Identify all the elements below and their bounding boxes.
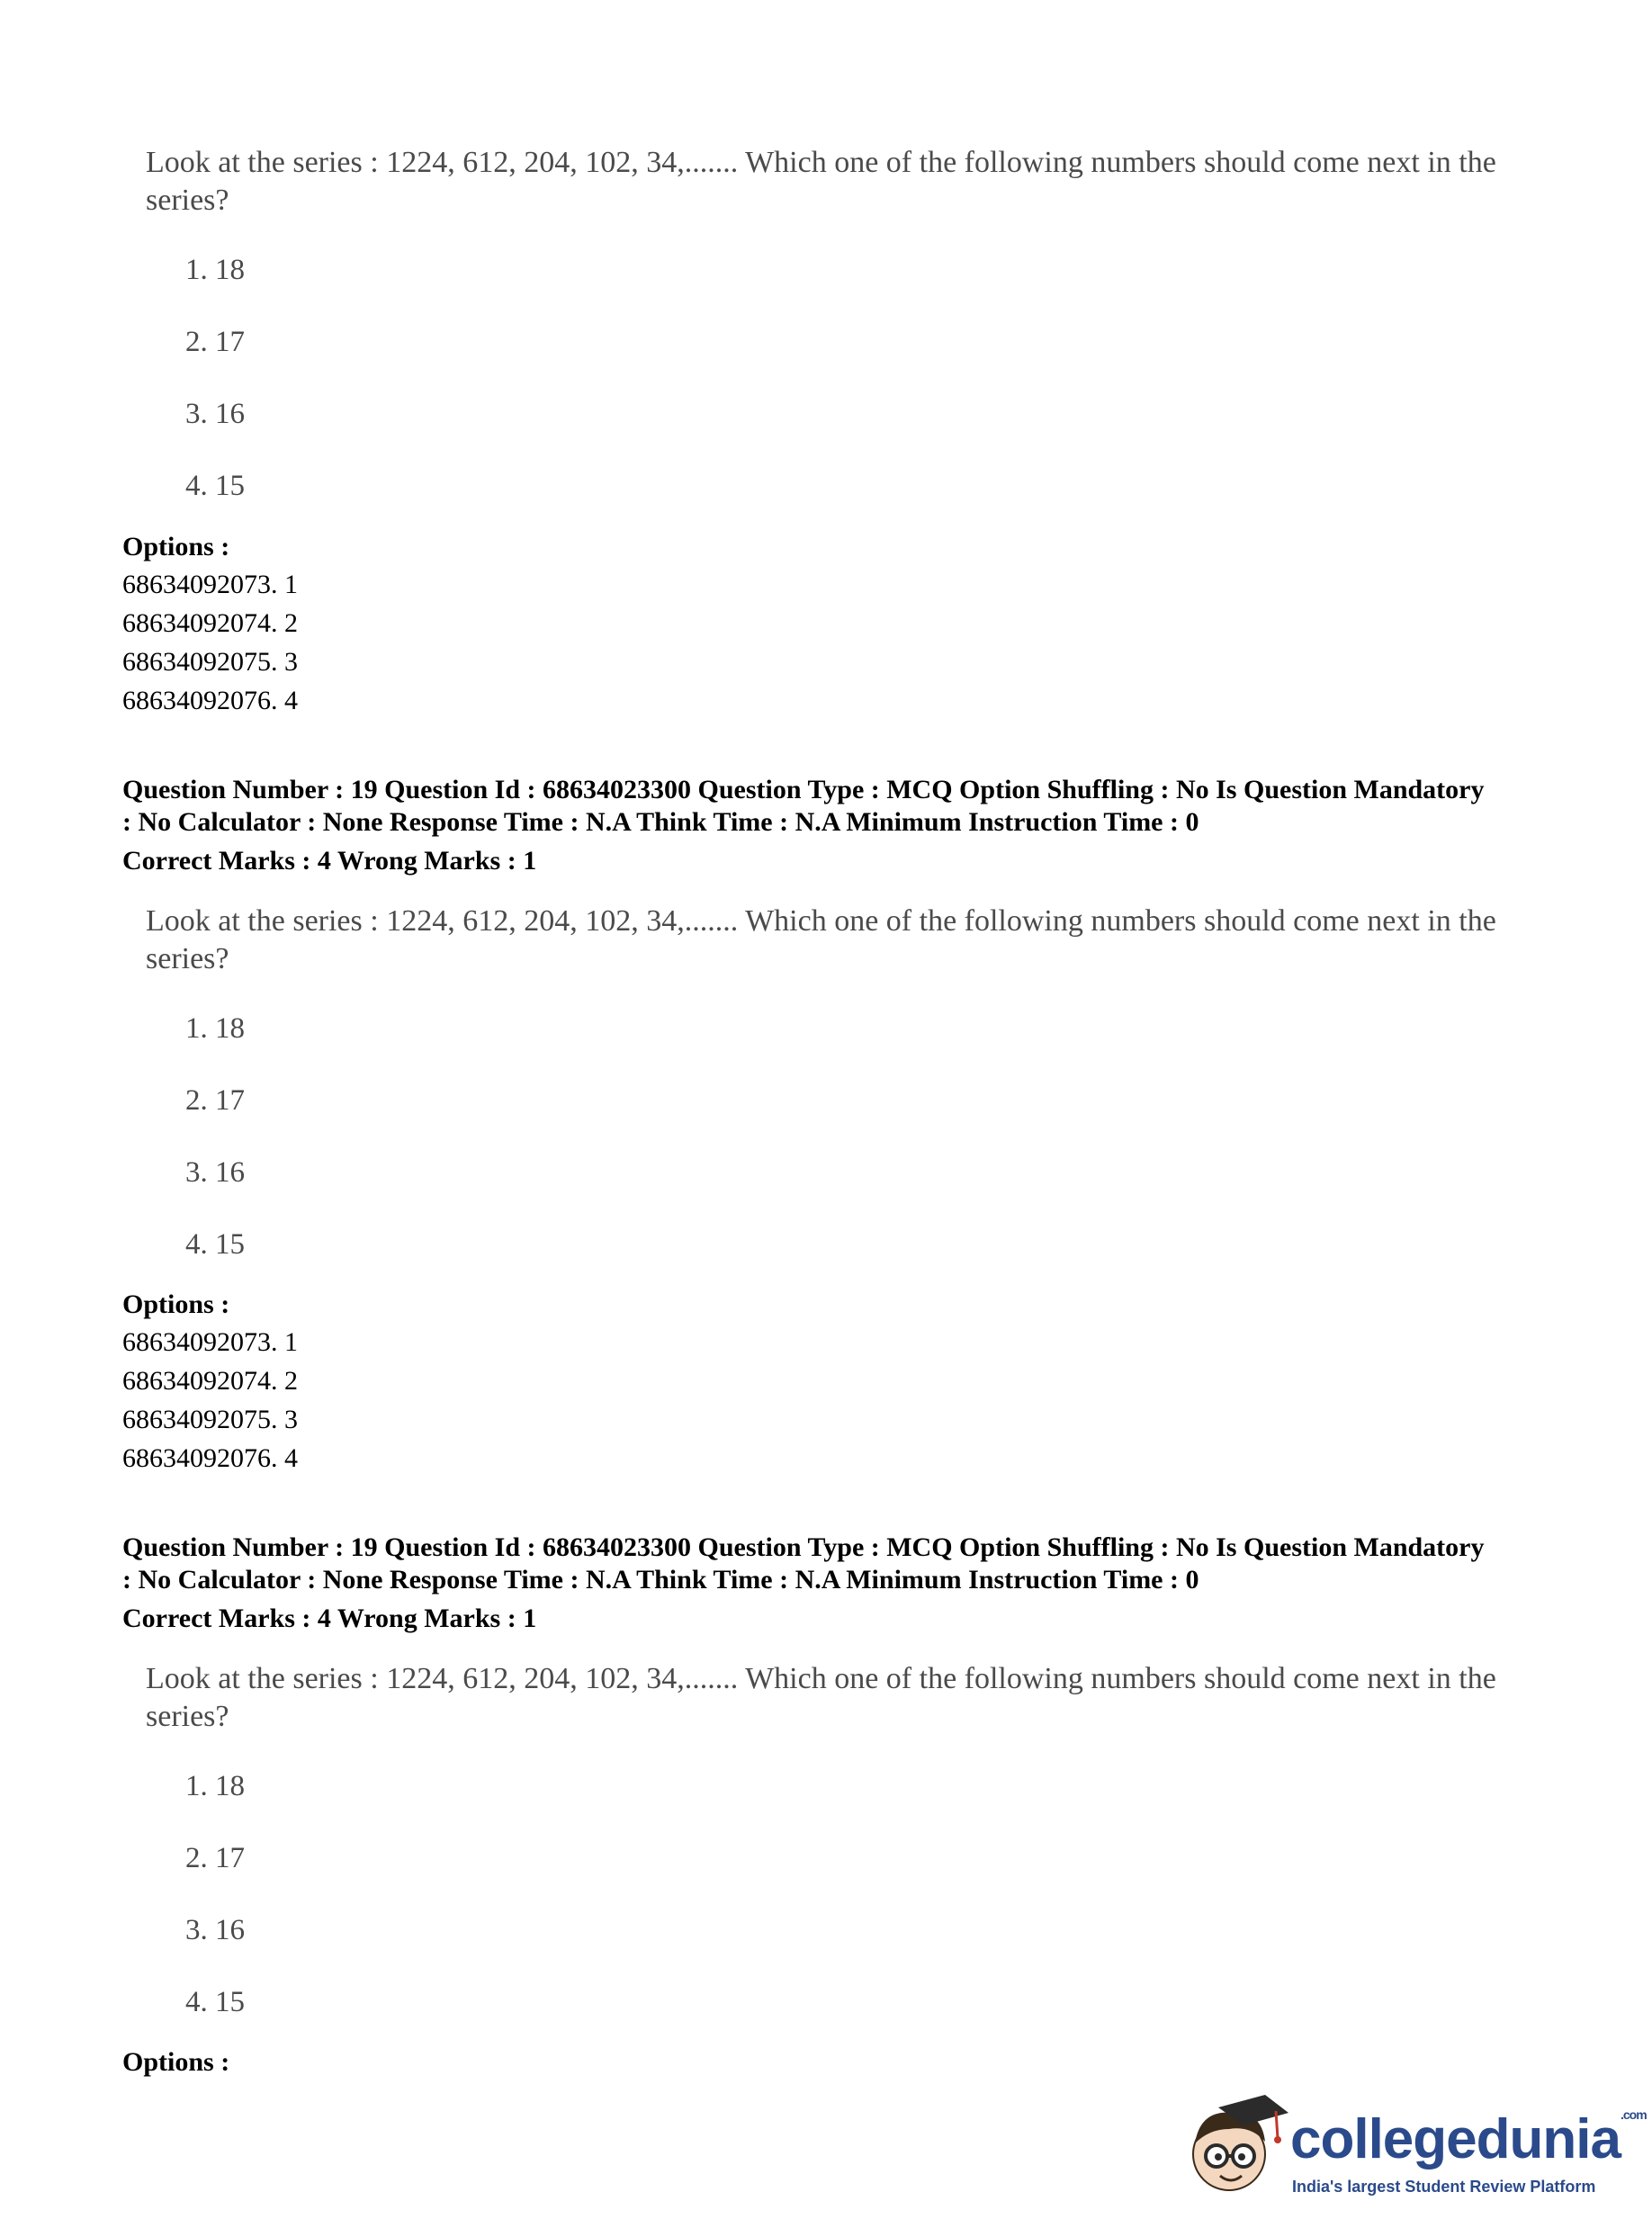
- choice: 4. 15: [185, 1228, 245, 1261]
- choice: 2. 17: [185, 1084, 245, 1117]
- choice: 3. 16: [185, 1914, 245, 1946]
- question-text: [146, 903, 1549, 978]
- meta-line: Question Number : 19 Question Id : 68634023300 Question Type : MCQ Option Shuffling : No Is Question Mandatory: [122, 775, 1485, 804]
- choice: 1. 18: [185, 254, 245, 286]
- question-meta: [122, 1532, 1598, 1596]
- option-id: 68634092076. 4: [122, 686, 298, 715]
- marks-line: Correct Marks : 4 Wrong Marks : 1: [122, 846, 537, 876]
- options-label: Options :: [122, 1289, 230, 1319]
- logo-suffix: .com: [1620, 2107, 1647, 2122]
- option-id: 68634092074. 2: [122, 1366, 298, 1396]
- question-text: [146, 1660, 1549, 1736]
- student-mascot-icon: [1182, 2089, 1290, 2206]
- collegedunia-logo: [1182, 2089, 1647, 2206]
- option-id: 68634092073. 1: [122, 570, 298, 599]
- choice: 4. 15: [185, 1986, 245, 2018]
- question-text: [146, 144, 1549, 220]
- option-id: 68634092073. 1: [122, 1327, 298, 1357]
- logo-tagline: India's largest Student Review Platform: [1292, 2178, 1596, 2196]
- question-line: series?: [146, 184, 229, 217]
- logo-wordmark: [1290, 2107, 1647, 2171]
- choice: 1. 18: [185, 1770, 245, 1802]
- marks-line: Correct Marks : 4 Wrong Marks : 1: [122, 1604, 537, 1633]
- question-line: series?: [146, 942, 229, 975]
- question-line: Look at the series : 1224, 612, 204, 102, 34,....... Which one of the following numbers should come next in the: [146, 904, 1496, 938]
- meta-line: : No Calculator : None Response Time : N.A Think Time : N.A Minimum Instruction Time : 0: [122, 1565, 1199, 1595]
- choice: 2. 17: [185, 326, 245, 358]
- choice: 3. 16: [185, 1156, 245, 1189]
- option-id: 68634092075. 3: [122, 647, 298, 677]
- meta-line: : No Calculator : None Response Time : N.A Think Time : N.A Minimum Instruction Time : 0: [122, 807, 1199, 837]
- choice: 3. 16: [185, 398, 245, 430]
- question-meta: [122, 774, 1598, 839]
- question-line: Look at the series : 1224, 612, 204, 102, 34,....... Which one of the following numbers should come next in the: [146, 1662, 1496, 1695]
- logo-wordmark-text: collegedunia: [1290, 2108, 1621, 2170]
- options-label: Options :: [122, 2047, 230, 2077]
- options-label: Options :: [122, 532, 230, 561]
- option-id: 68634092075. 3: [122, 1405, 298, 1434]
- meta-line: Question Number : 19 Question Id : 68634023300 Question Type : MCQ Option Shuffling : No Is Question Mandatory: [122, 1532, 1485, 1562]
- option-id: 68634092074. 2: [122, 608, 298, 638]
- option-id: 68634092076. 4: [122, 1443, 298, 1473]
- choice: 1. 18: [185, 1012, 245, 1045]
- question-line: series?: [146, 1700, 229, 1733]
- choice: 4. 15: [185, 470, 245, 502]
- question-line: Look at the series : 1224, 612, 204, 102, 34,....... Which one of the following numbers should come next in the: [146, 146, 1496, 179]
- choice: 2. 17: [185, 1842, 245, 1874]
